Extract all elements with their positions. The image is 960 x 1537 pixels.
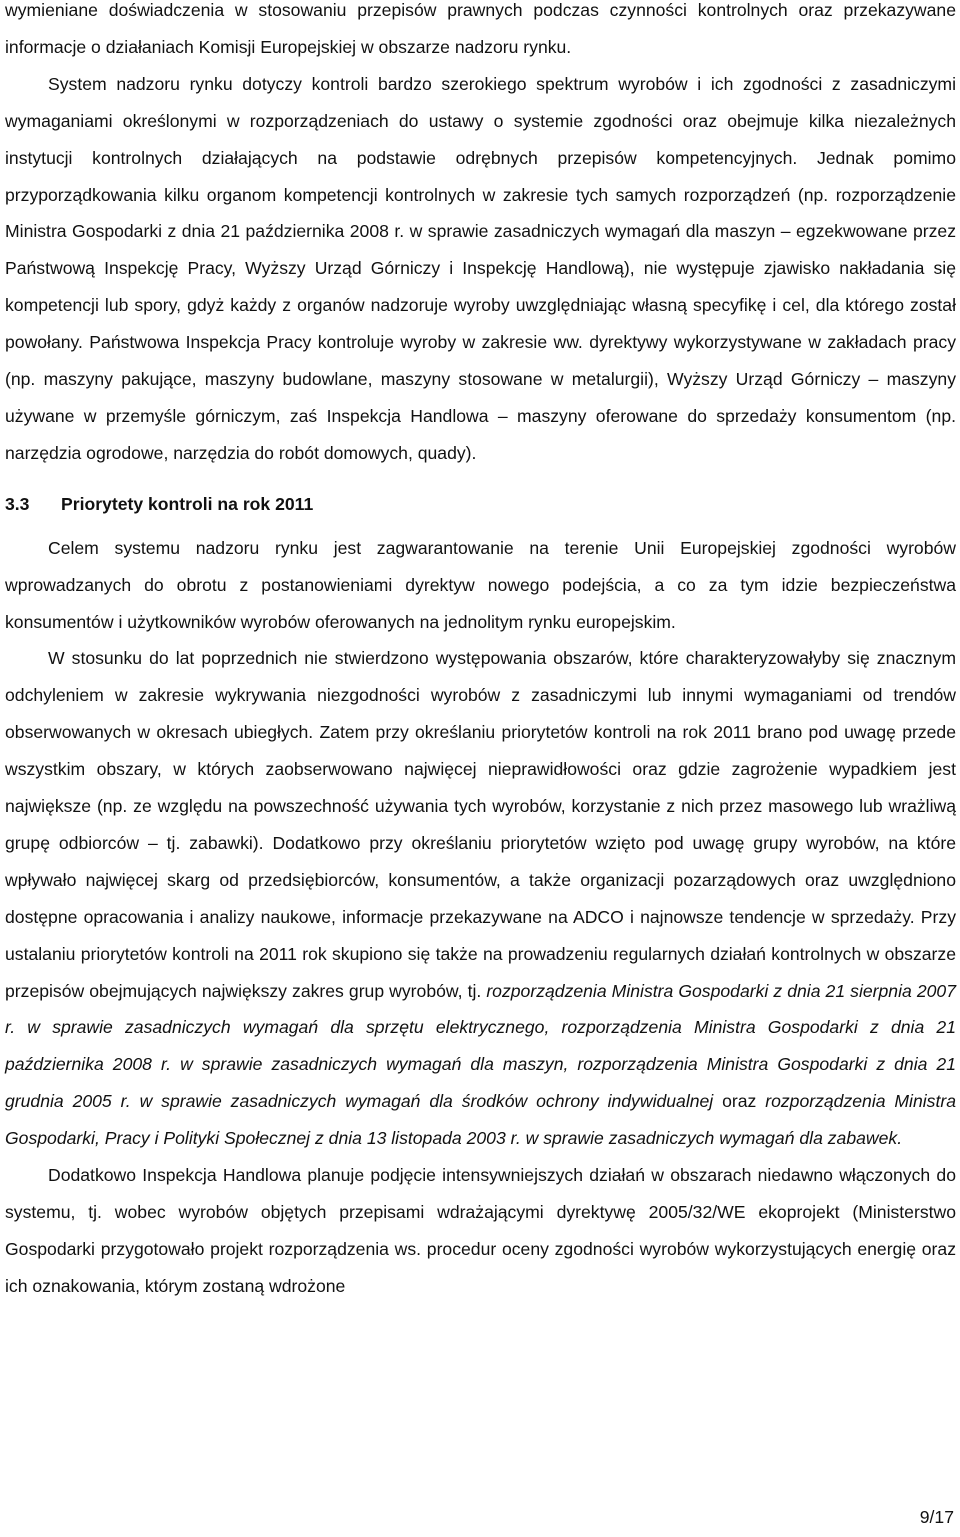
priorities-conjunction: oraz [713,1091,766,1112]
priorities-text: W stosunku do lat poprzednich nie stwierdzono występowania obszarów, które charakteryzowałyby się znacznym odchyleniem w zakresie wykrywania niezgodności wyrobów z zasadniczymi lub innymi wymaganiami od trendów obserwowanych w okresach ubiegłych. Zatem przy określaniu priorytetów kontroli na rok 2011 brano pod uwagę przede wszystkim obszary, w których zaobserwowano najwięcej nieprawidłowości oraz gdzie zagrożenie wypadkiem jest największe (np. ze względu na powszechność używania tych wyrobów, korzystanie z nich przez masowego lub wrażliwą grupę odbiorców – tj. zabawki). Dodatkowo przy określaniu priorytetów wzięto pod uwagę grupy wyrobów, na które wpływało najwięcej skarg od przedsiębiorców, konsumentów, a także organizacji pozarządowych oraz uwzględniono dostępne opracowania i analizy naukowe, informacje przekazywane na ADCO i najnowsze tendencje w sprzedaży. Przy ustalaniu priorytetów kontroli na 2011 rok skupiono się także na prowadzeniu regularnych działań kontrolnych w obszarze przepisów obejmujących największy zakres grup wyrobów, tj. [5,648,956,1001]
paragraph-intro-2: System nadzoru rynku dotyczy kontroli bardzo szerokiego spektrum wyrobów i ich zgodności z zasadniczymi wymaganiami określonymi w rozporządzeniach do ustawy o systemie zgodności oraz obejmuje kilka niezależnych instytucji kontrolnych działających na podstawie odrębnych przepisów kompetencyjnych. Jednak pomimo przyporządkowania kilku organom kompetencji kontrolnych w zakresie tych samych rozporządzeń (np. rozporządzenie Ministra Gospodarki z dnia 21 października 2008 r. w sprawie zasadniczych wymagań dla maszyn – egzekwowane przez Państwową Inspekcję Pracy, Wyższy Urząd Górniczy i Inspekcję Handlową), nie występuje zjawisko nakładania się kompetencji lub spory, gdyż każdy z organów nadzoruje wyroby uwzględniając własną specyfikę i cel, dla którego został powołany. Państwowa Inspekcja Pracy kontroluje wyroby w zakresie ww. dyrektywy wykorzystywane w zakładach pracy (np. maszyny pakujące, maszyny budowlane, maszyny stosowane w metalurgii), Wyższy Urząd Górniczy – maszyny używane w przemyśle górniczym, zaś Inspekcja Handlowa – maszyny oferowane do sprzedaży konsumentom (np. narzędzia ogrodowe, narzędzia do robót domowych, quady). [5,73,956,463]
priorities-regulations-2: rozporządzenia Ministra Gospodarki, Pracy i Polityki Społecznej z dnia 13 listopada 2003 r. w sprawie zasadniczych wymagań dla zabawek. [5,1091,956,1149]
section-number: 3.3 [5,493,30,514]
page-number: 9/17 [919,1507,954,1527]
priorities-regulations-1: rozporządzenia Ministra Gospodarki z dnia 21 sierpnia 2007 r. w sprawie zasadniczych wymagań dla sprzętu elektrycznego, rozporządzenia Ministra Gospodarki z dnia 21 października 2008 r. w sprawie zasadniczych wymagań dla maszyn, rozporządzenia Ministra Gospodarki z dnia 21 grudnia 2005 r. w sprawie zasadniczych wymagań dla środków ochrony indywidualnej [5,980,956,1112]
section-heading [5,486,956,523]
paragraph-intro-1: wymieniane doświadczenia w stosowaniu przepisów prawnych podczas czynności kontrolnych oraz przekazywane informacje o działaniach Komisji Europejskiej w obszarze nadzoru rynku. [5,0,956,57]
paragraph-priorities [5,640,956,1157]
paragraph-goal: Celem systemu nadzoru rynku jest zagwarantowanie na terenie Unii Europejskiej zgodności wyrobów wprowadzanych do obrotu z postanowieniami dyrektyw nowego podejścia, a co za tym idzie bezpieczeństwa konsumentów i użytkowników wyrobów oferowanych na jednolitym rynku europejskim. [5,537,956,632]
section-title: Priorytety kontroli na rok 2011 [61,493,314,514]
paragraph-additional: Dodatkowo Inspekcja Handlowa planuje podjęcie intensywniejszych działań w obszarach niedawno włączonych do systemu, tj. wobec wyrobów objętych przepisami wdrażającymi dyrektywę 2005/32/WE ekoprojekt (Ministerstwo Gospodarki przygotowało projekt rozporządzenia ws. procedur oceny zgodności wyrobów wykorzystujących energię oraz ich oznakowania, którym zostaną wdrożone [5,1165,956,1296]
